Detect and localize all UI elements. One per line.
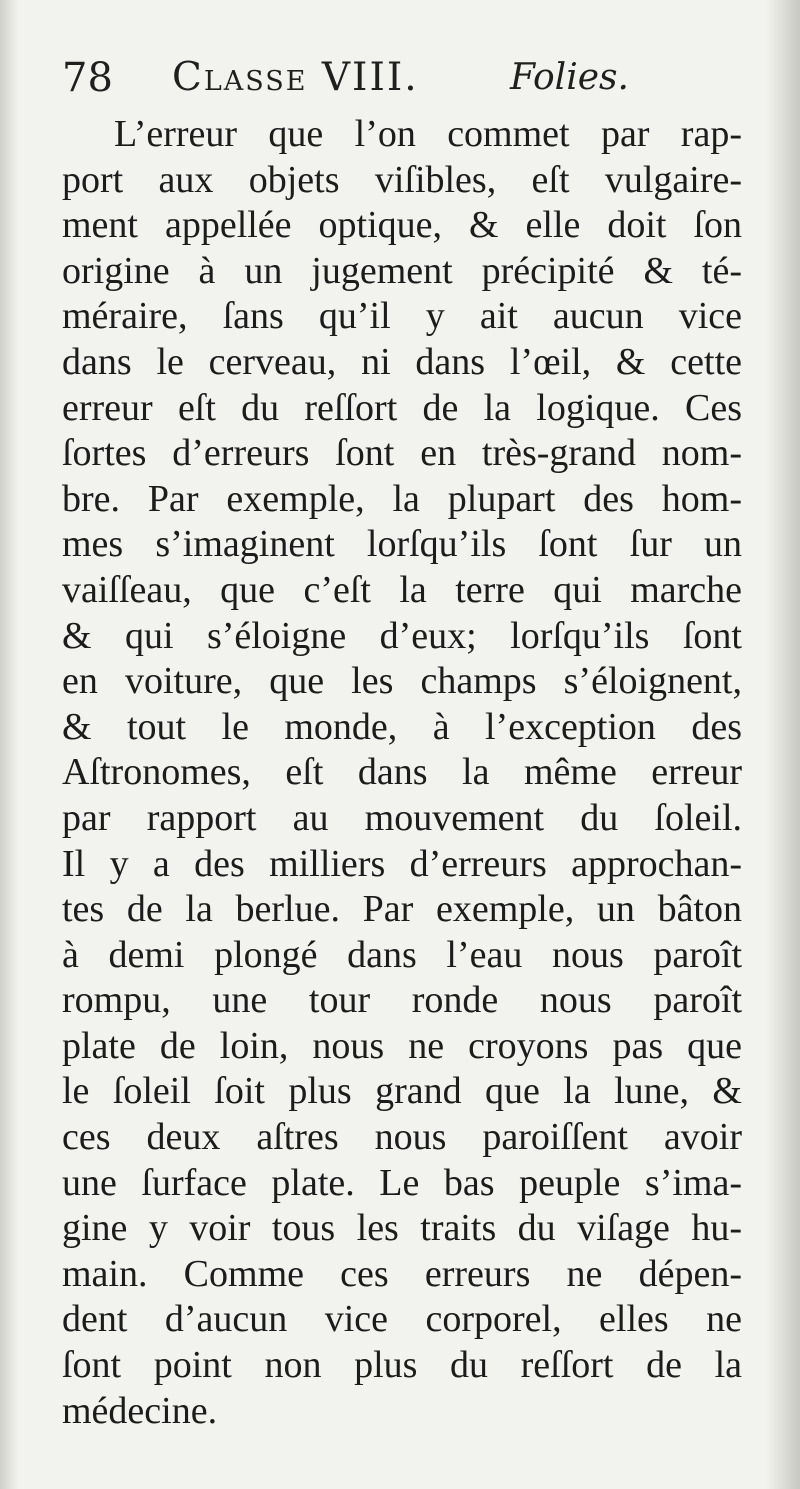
text-line-28: ſont point non plus du reſſort de la: [62, 1344, 742, 1387]
right-page-shadow: [766, 0, 800, 1489]
text-line-15: Aſtronomes, eſt dans la même erreur: [62, 751, 742, 794]
text-line-7: erreur eſt du reſſort de la logique. Ces: [62, 386, 742, 429]
text-line-14: & tout le monde, à l’exception des: [62, 705, 742, 748]
text-line-24: une ſurface plate. Le bas peuple s’ima-: [62, 1161, 742, 1204]
running-header: [62, 48, 702, 104]
text-line-27: dent d’aucun vice corporel, elles ne: [62, 1298, 742, 1341]
text-line-4: origine à un jugement précipité & té-: [62, 249, 742, 292]
text-line-1: L’erreur que l’on commet par rap-: [114, 113, 742, 155]
running-title: Classe VIII.: [172, 55, 419, 100]
text-line-5: méraire, ſans qu’il y ait aucun vice: [62, 295, 742, 338]
text-line-17: Il y a des milliers d’erreurs approchan-: [62, 842, 742, 885]
text-line-29: médecine.: [62, 1389, 218, 1432]
text-line-12: & qui s’éloigne d’eux; lorſqu’ils ſont: [62, 614, 742, 657]
text-line-2: port aux objets viſibles, eſt vulgaire-: [62, 158, 742, 201]
text-line-3: ment appellée optique, & elle doit ſon: [62, 204, 742, 247]
text-line-13: en voiture, que les champs s’éloignent,: [62, 660, 742, 703]
page-number: 78: [62, 55, 113, 101]
text-line-10: mes s’imaginent lorſqu’ils ſont ſur un: [62, 523, 742, 566]
text-line-16: par rapport au mouvement du ſoleil.: [62, 796, 742, 839]
body-text: [62, 112, 742, 1434]
text-line-26: main. Comme ces erreurs ne dépen-: [62, 1252, 742, 1295]
text-line-18: tes de la berlue. Par exemple, un bâton: [62, 888, 742, 931]
text-line-21: plate de loin, nous ne croyons pas que: [62, 1024, 742, 1067]
left-page-shadow: [0, 0, 18, 1489]
text-line-8: ſortes d’erreurs ſont en très-grand nom-: [62, 432, 742, 475]
text-line-25: gine y voir tous les traits du viſage hu-: [62, 1207, 742, 1250]
text-line-23: ces deux aſtres nous paroiſſent avoir: [62, 1116, 742, 1159]
text-line-6: dans le cerveau, ni dans l’œil, & cette: [62, 340, 742, 383]
text-line-22: le ſoleil ſoit plus grand que la lune, &: [62, 1070, 742, 1113]
running-subtitle: Folies.: [510, 57, 629, 98]
text-line-9: bre. Par exemple, la plupart des hom-: [62, 477, 742, 520]
text-line-19: à demi plongé dans l’eau nous paroît: [62, 933, 742, 976]
text-line-20: rompu, une tour ronde nous paroît: [62, 979, 742, 1022]
text-line-11: vaiſſeau, que c’eſt la terre qui marche: [62, 568, 742, 611]
